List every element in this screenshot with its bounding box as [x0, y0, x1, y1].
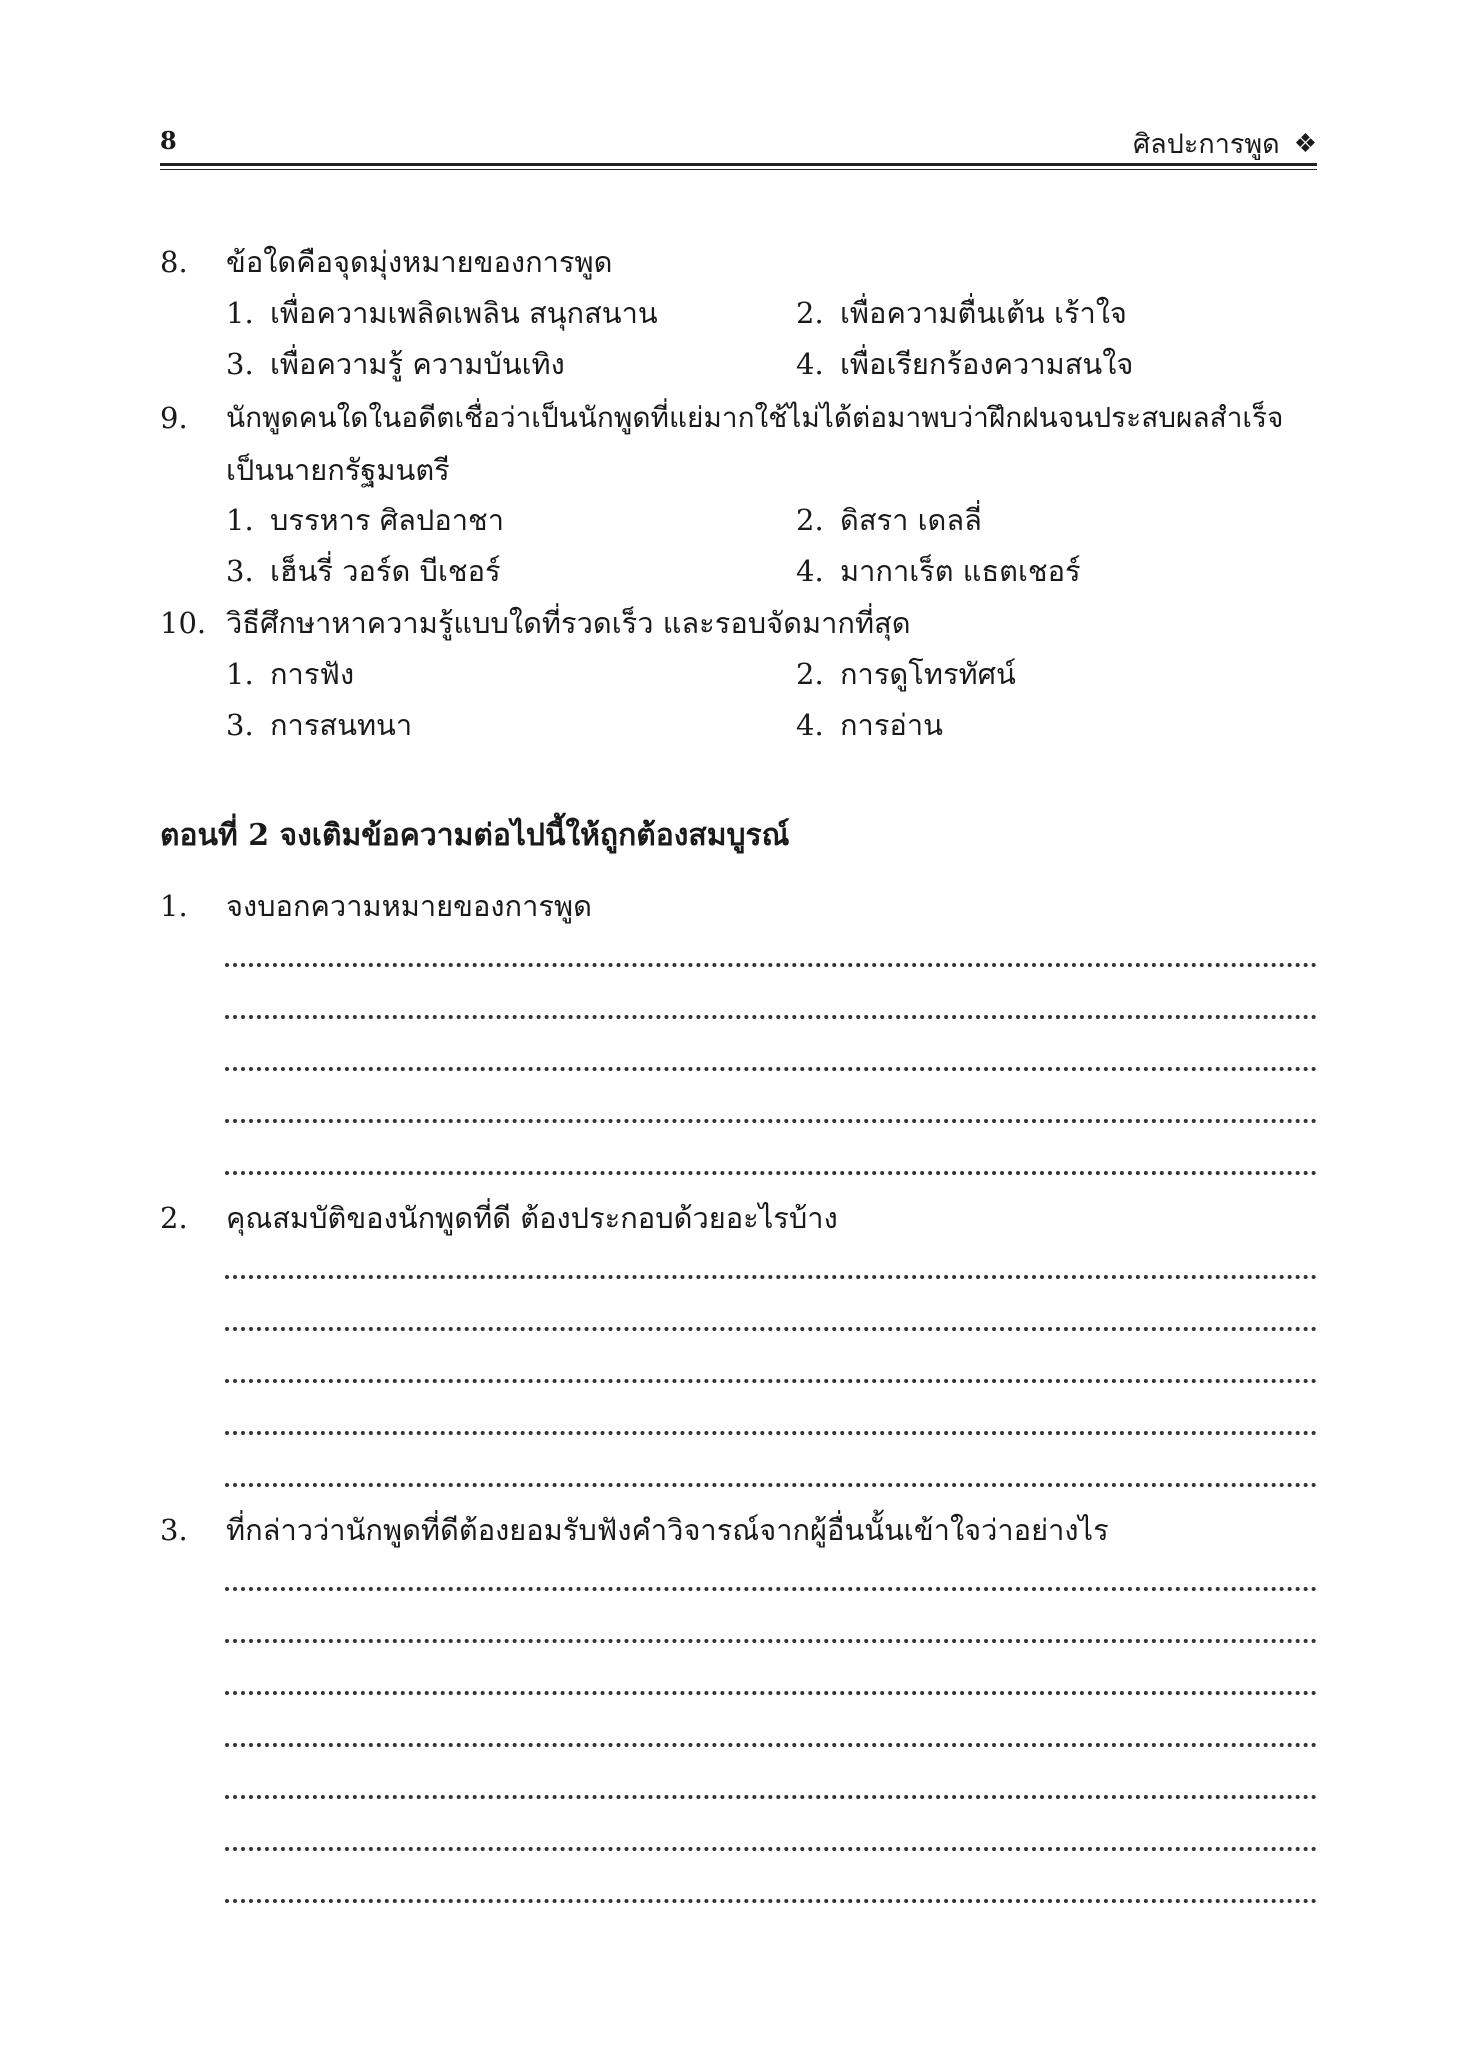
answer-line[interactable]	[225, 1431, 1317, 1435]
question-9-option-4	[796, 545, 1081, 597]
option-text: การฟัง	[270, 657, 355, 691]
option-number: 4.	[796, 554, 824, 588]
item-prompt: ที่กล่าวว่านักพูดที่ดีต้องยอมรับฟังคำวิจารณ์จากผู้อื่นนั้นเข้าใจว่าอย่างไร	[226, 1513, 1109, 1547]
item-prompt: จงบอกความหมายของการพูด	[226, 889, 592, 923]
option-text: เพื่อความรู้ ความบันเทิง	[270, 347, 565, 381]
section-2-title: ตอนที่ 2 จงเติมข้อความต่อไปนี้ให้ถูกต้องสมบูรณ์	[160, 818, 790, 853]
option-number: 4.	[796, 347, 824, 381]
option-text: มากาเร็ต แธตเชอร์	[840, 554, 1081, 588]
answer-line[interactable]	[225, 1639, 1317, 1643]
item-number: 2.	[160, 1201, 188, 1235]
option-number: 1.	[226, 503, 254, 537]
question-8-option-3	[226, 338, 565, 390]
answer-line[interactable]	[225, 1067, 1317, 1071]
question-9-option-2	[796, 494, 982, 546]
answer-line[interactable]	[225, 1171, 1317, 1175]
question-text: วิธีศึกษาหาความรู้แบบใดที่รวดเร็ว และรอบจัดมากที่สุด	[226, 606, 911, 640]
question-8-option-1	[226, 287, 658, 339]
question-10-option-4	[796, 699, 943, 751]
answer-line[interactable]	[225, 1899, 1317, 1903]
option-text: บรรหาร ศิลปอาชา	[270, 503, 505, 537]
option-number: 2.	[796, 503, 824, 537]
answer-line[interactable]	[225, 1691, 1317, 1695]
answer-line[interactable]	[225, 1119, 1317, 1123]
option-number: 2.	[796, 296, 824, 330]
question-10-option-3	[226, 699, 412, 751]
answer-line[interactable]	[225, 1483, 1317, 1487]
item-number: 1.	[160, 889, 188, 923]
option-number: 4.	[796, 708, 824, 742]
option-text: เพื่อความเพลิดเพลิน สนุกสนาน	[270, 296, 658, 330]
answer-line[interactable]	[225, 1795, 1317, 1799]
option-number: 3.	[226, 347, 254, 381]
header-rule-thick	[160, 163, 1317, 166]
answer-line[interactable]	[225, 1015, 1317, 1019]
answer-line[interactable]	[225, 1743, 1317, 1747]
question-8-option-2	[796, 287, 1127, 339]
option-text: ดิสรา เดลลี่	[840, 503, 982, 537]
question-text-line1: นักพูดคนใดในอดีตเชื่อว่าเป็นนักพูดที่แย่มากใช้ไม่ได้ต่อมาพบว่าฝึกฝนจนประสบผลสำเร็จ	[226, 401, 1284, 434]
header-rule-thin	[160, 169, 1317, 170]
option-number: 1.	[226, 657, 254, 691]
question-9-option-3	[226, 545, 501, 597]
question-number: 8.	[160, 245, 188, 279]
question-text: ข้อใดคือจุดมุ่งหมายของการพูด	[226, 245, 613, 279]
page-number: 8	[160, 126, 177, 155]
option-text: การดูโทรทัศน์	[840, 657, 1016, 691]
running-title-text: ศิลปะการพูด	[1133, 129, 1280, 160]
question-number: 9.	[160, 401, 188, 435]
answer-line[interactable]	[225, 963, 1317, 967]
diamond-ornament-icon: ❖	[1293, 128, 1317, 159]
option-number: 2.	[796, 657, 824, 691]
option-text: เพื่อเรียกร้องความสนใจ	[840, 347, 1134, 381]
option-text: การสนทนา	[270, 708, 413, 742]
item-prompt: คุณสมบัติของนักพูดที่ดี ต้องประกอบด้วยอะไรบ้าง	[226, 1201, 838, 1235]
answer-line[interactable]	[225, 1275, 1317, 1279]
question-10-option-2	[796, 648, 1016, 700]
option-text: เพื่อความตื่นเต้น เร้าใจ	[840, 296, 1127, 330]
question-10-option-1	[226, 648, 354, 700]
answer-line[interactable]	[225, 1379, 1317, 1383]
question-9-option-1	[226, 494, 504, 546]
question-8-option-4	[796, 338, 1133, 390]
answer-line[interactable]	[225, 1327, 1317, 1331]
answer-line[interactable]	[225, 1847, 1317, 1851]
answer-line[interactable]	[225, 1587, 1317, 1591]
option-text: เฮ็นรี่ วอร์ด บีเชอร์	[270, 554, 501, 588]
option-number: 3.	[226, 708, 254, 742]
option-number: 1.	[226, 296, 254, 330]
question-text-line2: เป็นนายกรัฐมนตรี	[226, 453, 450, 487]
item-number: 3.	[160, 1513, 188, 1547]
option-text: การอ่าน	[840, 708, 943, 742]
running-title	[1133, 122, 1317, 165]
question-number: 10.	[160, 606, 207, 640]
option-number: 3.	[226, 554, 254, 588]
